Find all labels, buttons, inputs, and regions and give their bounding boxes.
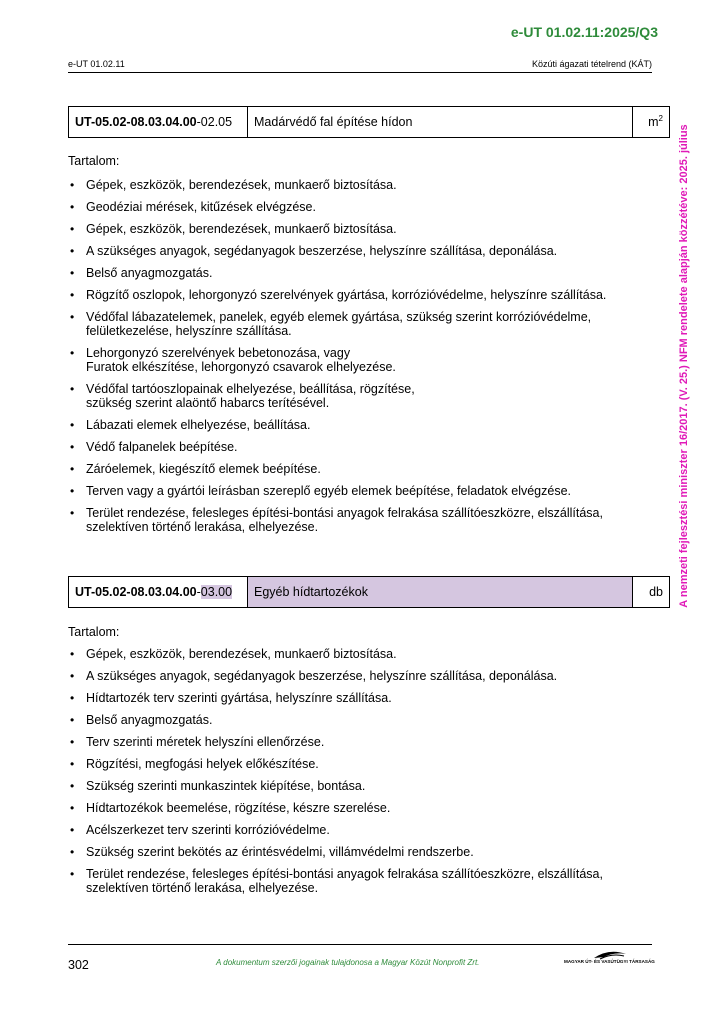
list-item: • Belső anyagmozgatás. [68, 266, 658, 280]
content-label-1: Tartalom: [68, 154, 120, 168]
list-item: • A szükséges anyagok, segédanyagok beszerzése, helyszínre szállítása, deponálása. [68, 244, 658, 258]
list-item: • Geodéziai mérések, kitűzések elvégzése. [68, 200, 658, 214]
list-item: • Védő falpanelek beépítése. [68, 440, 658, 454]
company-logo-text: MAGYAR ÚT- ÉS VASÚTÜGYI TÁRSASÁG [564, 959, 655, 964]
list-item: • Terület rendezése, felesleges építési-bontási anyagok felrakása szállítóeszközre, elszállítása, szelektíven történő lerakása, elhelyezése. [68, 506, 658, 534]
page-number: 302 [68, 958, 89, 972]
list-item: • A szükséges anyagok, segédanyagok beszerzése, helyszínre szállítása, deponálása. [68, 669, 658, 683]
item-table-2 [68, 576, 670, 608]
running-header-left: e-UT 01.02.11 [68, 59, 125, 69]
item-code-2-dash: - [196, 585, 201, 599]
document-code: e-UT 01.02.11:2025/Q3 [510, 24, 658, 40]
item-unit-1-sup: 2 [658, 114, 663, 124]
copyright-notice: A dokumentum szerzői jogainak tulajdonosa a Magyar Közút Nonprofit Zrt. [216, 958, 480, 967]
list-item: • Rögzítő oszlopok, lehorgonyzó szerelvények gyártása, korrózióvédelme, helyszínre szállítása. [68, 288, 658, 302]
item-unit-2: db [633, 577, 670, 608]
footer-divider [68, 944, 652, 945]
item-title-2: Egyéb hídtartozékok [248, 577, 633, 608]
list-item: • Hídtartozék terv szerinti gyártása, helyszínre szállítása. [68, 691, 658, 705]
list-item: • Záróelemek, kiegészítő elemek beépítése. [68, 462, 658, 476]
list-item: • Védőfal lábazatelemek, panelek, egyéb elemek gyártása, szükség szerint korrózióvédelme, felületkezelése, helyszínre szállítása. [68, 310, 658, 338]
item-table-1 [68, 106, 670, 138]
list-item: • Rögzítési, megfogási helyek előkészítése. [68, 757, 658, 771]
list-item: • Belső anyagmozgatás. [68, 713, 658, 727]
list-item: • Védőfal tartóoszlopainak elhelyezése, beállítása, rögzítése, szükség szerint alaöntő habarcs terítésével. [68, 382, 658, 410]
list-item: • Szükség szerinti munkaszintek kiépítése, bontása. [68, 779, 658, 793]
item-code-2-suffix: 03.00 [200, 585, 233, 599]
item-unit-1 [633, 107, 670, 138]
list-item: • Gépek, eszközök, berendezések, munkaerő biztosítása. [68, 178, 658, 192]
item-code-1-bold: UT-05.02-08.03.04.00 [75, 115, 197, 129]
running-header [68, 58, 652, 73]
side-note-text: A nemzeti fejlesztési miniszter 16/2017. (V. 25.) NFM rendelete alapján közzétéve: 2025. július [678, 124, 690, 608]
list-item: • Lábazati elemek elhelyezése, beállítása. [68, 418, 658, 432]
content-list-2 [68, 647, 658, 903]
list-item: • Lehorgonyzó szerelvények bebetonozása, vagy Furatok elkészítése, lehorgonyzó csavarok elhelyezése. [68, 346, 658, 374]
item-unit-1-base: m [648, 115, 659, 130]
content-list-1 [68, 178, 658, 542]
item-title-1: Madárvédő fal építése hídon [248, 107, 633, 138]
list-item: • Hídtartozékok beemelése, rögzítése, készre szerelése. [68, 801, 658, 815]
item-code-1 [69, 107, 248, 138]
running-header-right: Közúti ágazati tételrend (KÁT) [531, 59, 652, 69]
list-item: • Gépek, eszközök, berendezések, munkaerő biztosítása. [68, 222, 658, 236]
list-item: • Terv szerinti méretek helyszíni ellenőrzése. [68, 735, 658, 749]
item-code-1-suffix: -02.05 [196, 115, 233, 129]
item-code-2-bold: UT-05.02-08.03.04.00 [75, 585, 197, 599]
list-item: • Acélszerkezet terv szerinti korrózióvédelme. [68, 823, 658, 837]
list-item: • Gépek, eszközök, berendezések, munkaerő biztosítása. [68, 647, 658, 661]
list-item: • Terven vagy a gyártói leírásban szereplő egyéb elemek beépítése, feladatok elvégzése. [68, 484, 658, 498]
content-label-2: Tartalom: [68, 625, 120, 639]
item-code-2 [69, 577, 248, 608]
list-item: • Terület rendezése, felesleges építési-bontási anyagok felrakása szállítóeszközre, elszállítása, szelektíven történő lerakása, elhelyezése. [68, 867, 658, 895]
list-item: • Szükség szerint bekötés az érintésvédelmi, villámvédelmi rendszerbe. [68, 845, 658, 859]
